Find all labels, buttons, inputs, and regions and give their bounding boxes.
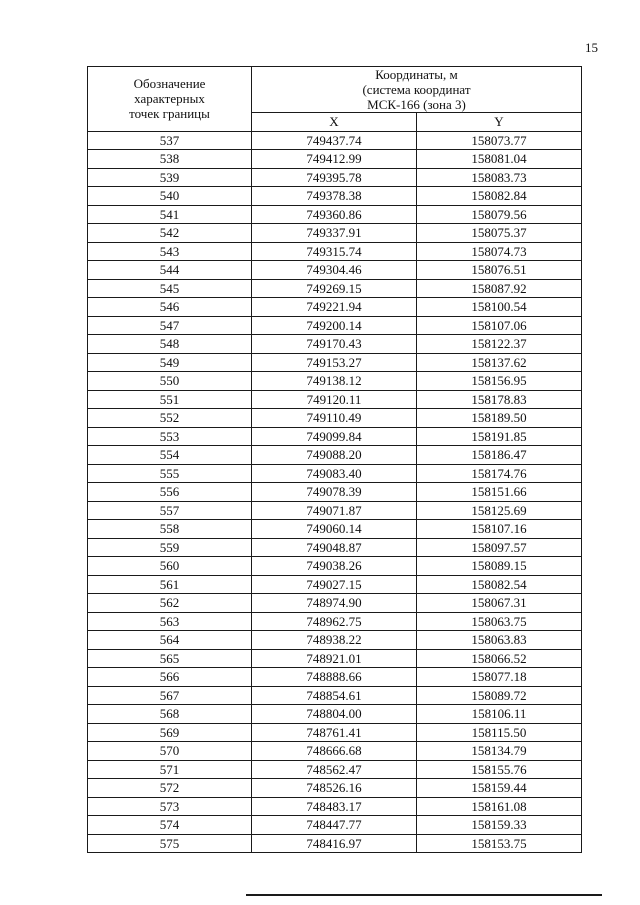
point-number-cell: 557 bbox=[88, 501, 252, 520]
x-coordinate-cell: 748854.61 bbox=[252, 686, 417, 705]
x-coordinate-cell: 749110.49 bbox=[252, 409, 417, 428]
point-number-cell: 547 bbox=[88, 316, 252, 335]
table-row bbox=[88, 779, 582, 798]
y-coordinate-cell: 158137.62 bbox=[417, 353, 582, 372]
x-coordinate-cell: 749027.15 bbox=[252, 575, 417, 594]
x-coordinate-cell: 748447.77 bbox=[252, 816, 417, 835]
point-number-cell: 543 bbox=[88, 242, 252, 261]
y-coordinate-cell: 158134.79 bbox=[417, 742, 582, 761]
point-number-cell: 554 bbox=[88, 446, 252, 465]
table-row bbox=[88, 723, 582, 742]
y-coordinate-cell: 158073.77 bbox=[417, 131, 582, 150]
point-number-cell: 567 bbox=[88, 686, 252, 705]
x-coordinate-cell: 749437.74 bbox=[252, 131, 417, 150]
table-row bbox=[88, 501, 582, 520]
y-coordinate-cell: 158082.84 bbox=[417, 187, 582, 206]
table-row bbox=[88, 797, 582, 816]
table-row bbox=[88, 131, 582, 150]
page-number: 15 bbox=[585, 40, 598, 55]
table-row bbox=[88, 649, 582, 668]
table-row bbox=[88, 631, 582, 650]
header-y: Y bbox=[417, 113, 582, 132]
y-coordinate-cell: 158151.66 bbox=[417, 483, 582, 502]
point-number-cell: 563 bbox=[88, 612, 252, 631]
y-coordinate-cell: 158075.37 bbox=[417, 224, 582, 243]
point-number-cell: 538 bbox=[88, 150, 252, 169]
table-row bbox=[88, 520, 582, 539]
y-coordinate-cell: 158076.51 bbox=[417, 261, 582, 280]
x-coordinate-cell: 749170.43 bbox=[252, 335, 417, 354]
y-coordinate-cell: 158189.50 bbox=[417, 409, 582, 428]
y-coordinate-cell: 158153.75 bbox=[417, 834, 582, 853]
point-number-cell: 558 bbox=[88, 520, 252, 539]
y-coordinate-cell: 158079.56 bbox=[417, 205, 582, 224]
table-row bbox=[88, 224, 582, 243]
point-number-cell: 566 bbox=[88, 668, 252, 687]
x-coordinate-cell: 748416.97 bbox=[252, 834, 417, 853]
point-number-cell: 569 bbox=[88, 723, 252, 742]
x-coordinate-cell: 748938.22 bbox=[252, 631, 417, 650]
x-coordinate-cell: 748804.00 bbox=[252, 705, 417, 724]
y-coordinate-cell: 158186.47 bbox=[417, 446, 582, 465]
table-row bbox=[88, 575, 582, 594]
x-coordinate-cell: 748483.17 bbox=[252, 797, 417, 816]
point-number-cell: 561 bbox=[88, 575, 252, 594]
x-coordinate-cell: 749395.78 bbox=[252, 168, 417, 187]
x-coordinate-cell: 749099.84 bbox=[252, 427, 417, 446]
point-number-cell: 565 bbox=[88, 649, 252, 668]
table-row bbox=[88, 205, 582, 224]
table-row bbox=[88, 668, 582, 687]
table-row bbox=[88, 557, 582, 576]
point-number-cell: 560 bbox=[88, 557, 252, 576]
point-number-cell: 572 bbox=[88, 779, 252, 798]
y-coordinate-cell: 158063.83 bbox=[417, 631, 582, 650]
y-coordinate-cell: 158161.08 bbox=[417, 797, 582, 816]
point-number-cell: 556 bbox=[88, 483, 252, 502]
x-coordinate-cell: 749337.91 bbox=[252, 224, 417, 243]
y-coordinate-cell: 158087.92 bbox=[417, 279, 582, 298]
table-body bbox=[88, 131, 582, 853]
table-row bbox=[88, 261, 582, 280]
table-row bbox=[88, 594, 582, 613]
x-coordinate-cell: 748562.47 bbox=[252, 760, 417, 779]
table-row bbox=[88, 372, 582, 391]
point-number-cell: 540 bbox=[88, 187, 252, 206]
point-number-cell: 550 bbox=[88, 372, 252, 391]
point-number-cell: 537 bbox=[88, 131, 252, 150]
y-coordinate-cell: 158063.75 bbox=[417, 612, 582, 631]
x-coordinate-cell: 749083.40 bbox=[252, 464, 417, 483]
x-coordinate-cell: 748666.68 bbox=[252, 742, 417, 761]
table-row bbox=[88, 150, 582, 169]
x-coordinate-cell: 748761.41 bbox=[252, 723, 417, 742]
y-coordinate-cell: 158083.73 bbox=[417, 168, 582, 187]
table-row bbox=[88, 409, 582, 428]
point-number-cell: 575 bbox=[88, 834, 252, 853]
point-number-cell: 544 bbox=[88, 261, 252, 280]
x-coordinate-cell: 749038.26 bbox=[252, 557, 417, 576]
table-row bbox=[88, 816, 582, 835]
point-number-cell: 552 bbox=[88, 409, 252, 428]
header-point-label bbox=[88, 67, 252, 132]
point-number-cell: 549 bbox=[88, 353, 252, 372]
point-number-cell: 548 bbox=[88, 335, 252, 354]
y-coordinate-cell: 158100.54 bbox=[417, 298, 582, 317]
y-coordinate-cell: 158097.57 bbox=[417, 538, 582, 557]
y-coordinate-cell: 158155.76 bbox=[417, 760, 582, 779]
x-coordinate-cell: 749060.14 bbox=[252, 520, 417, 539]
header-x: X bbox=[252, 113, 417, 132]
y-coordinate-cell: 158066.52 bbox=[417, 649, 582, 668]
table-row bbox=[88, 446, 582, 465]
table-row bbox=[88, 316, 582, 335]
header-coordinates-line: (система координат bbox=[362, 82, 471, 97]
table-row bbox=[88, 390, 582, 409]
point-number-cell: 570 bbox=[88, 742, 252, 761]
header-coordinates-line: Координаты, м bbox=[375, 67, 458, 82]
table-row bbox=[88, 538, 582, 557]
point-number-cell: 551 bbox=[88, 390, 252, 409]
table-row bbox=[88, 705, 582, 724]
point-number-cell: 539 bbox=[88, 168, 252, 187]
point-number-cell: 541 bbox=[88, 205, 252, 224]
y-coordinate-cell: 158122.37 bbox=[417, 335, 582, 354]
header-point-label-line: Обозначение bbox=[133, 76, 206, 92]
y-coordinate-cell: 158089.15 bbox=[417, 557, 582, 576]
x-coordinate-cell: 749221.94 bbox=[252, 298, 417, 317]
y-coordinate-cell: 158067.31 bbox=[417, 594, 582, 613]
point-number-cell: 564 bbox=[88, 631, 252, 650]
x-coordinate-cell: 749200.14 bbox=[252, 316, 417, 335]
table-row bbox=[88, 279, 582, 298]
coordinates-table bbox=[87, 66, 582, 853]
table-row bbox=[88, 760, 582, 779]
x-coordinate-cell: 749315.74 bbox=[252, 242, 417, 261]
y-coordinate-cell: 158178.83 bbox=[417, 390, 582, 409]
y-coordinate-cell: 158159.33 bbox=[417, 816, 582, 835]
x-coordinate-cell: 748888.66 bbox=[252, 668, 417, 687]
x-coordinate-cell: 748921.01 bbox=[252, 649, 417, 668]
table-row bbox=[88, 353, 582, 372]
table-row bbox=[88, 187, 582, 206]
y-coordinate-cell: 158107.06 bbox=[417, 316, 582, 335]
header-point-label-line: характерных bbox=[134, 91, 205, 107]
y-coordinate-cell: 158074.73 bbox=[417, 242, 582, 261]
table-header bbox=[88, 67, 582, 132]
x-coordinate-cell: 748526.16 bbox=[252, 779, 417, 798]
x-coordinate-cell: 749304.46 bbox=[252, 261, 417, 280]
point-number-cell: 546 bbox=[88, 298, 252, 317]
header-coordinates-line: МСК-166 (зона 3) bbox=[367, 97, 466, 112]
x-coordinate-cell: 749138.12 bbox=[252, 372, 417, 391]
point-number-cell: 571 bbox=[88, 760, 252, 779]
x-coordinate-cell: 749120.11 bbox=[252, 390, 417, 409]
table-row bbox=[88, 464, 582, 483]
y-coordinate-cell: 158082.54 bbox=[417, 575, 582, 594]
x-coordinate-cell: 749078.39 bbox=[252, 483, 417, 502]
x-coordinate-cell: 749412.99 bbox=[252, 150, 417, 169]
point-number-cell: 555 bbox=[88, 464, 252, 483]
y-coordinate-cell: 158191.85 bbox=[417, 427, 582, 446]
x-coordinate-cell: 749071.87 bbox=[252, 501, 417, 520]
y-coordinate-cell: 158125.69 bbox=[417, 501, 582, 520]
table-row bbox=[88, 335, 582, 354]
table-row bbox=[88, 742, 582, 761]
bottom-rule bbox=[246, 894, 602, 896]
y-coordinate-cell: 158077.18 bbox=[417, 668, 582, 687]
point-number-cell: 542 bbox=[88, 224, 252, 243]
point-number-cell: 573 bbox=[88, 797, 252, 816]
header-coordinates bbox=[252, 67, 582, 113]
table-row bbox=[88, 686, 582, 705]
table-row bbox=[88, 427, 582, 446]
point-number-cell: 568 bbox=[88, 705, 252, 724]
table-row bbox=[88, 612, 582, 631]
x-coordinate-cell: 749153.27 bbox=[252, 353, 417, 372]
x-coordinate-cell: 749088.20 bbox=[252, 446, 417, 465]
y-coordinate-cell: 158174.76 bbox=[417, 464, 582, 483]
x-coordinate-cell: 749269.15 bbox=[252, 279, 417, 298]
point-number-cell: 562 bbox=[88, 594, 252, 613]
header-point-label-line: точек границы bbox=[129, 106, 210, 122]
x-coordinate-cell: 749378.38 bbox=[252, 187, 417, 206]
table-row bbox=[88, 834, 582, 853]
table-row bbox=[88, 242, 582, 261]
y-coordinate-cell: 158106.11 bbox=[417, 705, 582, 724]
x-coordinate-cell: 749048.87 bbox=[252, 538, 417, 557]
table-row bbox=[88, 168, 582, 187]
table-row bbox=[88, 298, 582, 317]
y-coordinate-cell: 158107.16 bbox=[417, 520, 582, 539]
y-coordinate-cell: 158081.04 bbox=[417, 150, 582, 169]
point-number-cell: 553 bbox=[88, 427, 252, 446]
table-row bbox=[88, 483, 582, 502]
y-coordinate-cell: 158089.72 bbox=[417, 686, 582, 705]
y-coordinate-cell: 158159.44 bbox=[417, 779, 582, 798]
x-coordinate-cell: 748962.75 bbox=[252, 612, 417, 631]
point-number-cell: 559 bbox=[88, 538, 252, 557]
y-coordinate-cell: 158156.95 bbox=[417, 372, 582, 391]
x-coordinate-cell: 748974.90 bbox=[252, 594, 417, 613]
point-number-cell: 545 bbox=[88, 279, 252, 298]
x-coordinate-cell: 749360.86 bbox=[252, 205, 417, 224]
point-number-cell: 574 bbox=[88, 816, 252, 835]
y-coordinate-cell: 158115.50 bbox=[417, 723, 582, 742]
